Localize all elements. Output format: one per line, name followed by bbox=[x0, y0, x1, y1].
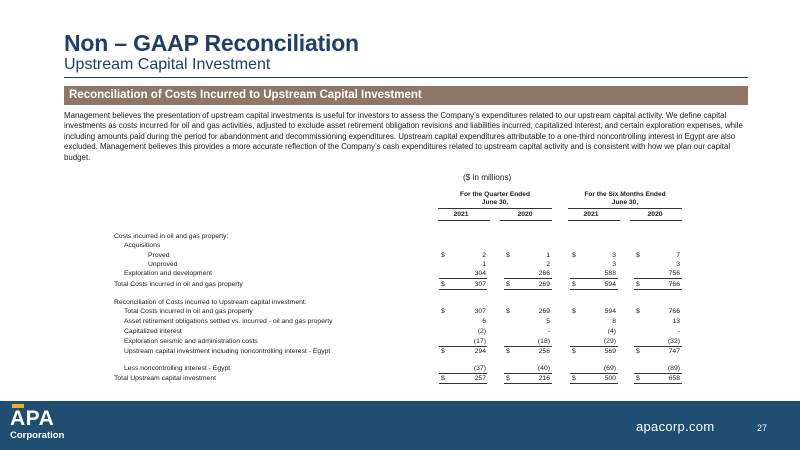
group-rule-six-months bbox=[568, 208, 682, 209]
row-value: 216 bbox=[538, 375, 550, 382]
table-row bbox=[0, 337, 800, 346]
units-label: ($ in millions) bbox=[463, 173, 512, 182]
logo-wordmark: APA bbox=[10, 407, 55, 430]
year-rule-4 bbox=[630, 220, 682, 221]
currency-symbol: $ bbox=[441, 281, 445, 288]
row-value: 747 bbox=[668, 348, 680, 355]
row-value: 756 bbox=[668, 270, 680, 277]
row-label: Acquisitions bbox=[124, 242, 161, 249]
row-value: (40) bbox=[537, 365, 550, 372]
group-rule-quarter bbox=[438, 208, 552, 209]
group-header-quarter-line1: For the Quarter Ended bbox=[460, 191, 530, 198]
table-row bbox=[0, 298, 800, 307]
currency-symbol: $ bbox=[572, 252, 576, 259]
row-label: Exploration and development bbox=[124, 270, 213, 277]
group-header-quarter bbox=[438, 191, 552, 207]
row-value: 500 bbox=[604, 375, 616, 382]
table-row bbox=[0, 251, 800, 260]
row-label: Capitalized interest bbox=[124, 328, 182, 335]
currency-symbol: $ bbox=[572, 308, 576, 315]
row-label: Total Costs incurred in oil and gas property bbox=[124, 308, 253, 315]
table-row bbox=[0, 317, 800, 326]
row-value: - bbox=[677, 328, 680, 335]
group-header-six-months-line2: June 30, bbox=[611, 199, 639, 206]
row-value: 3 bbox=[676, 261, 680, 268]
row-value: (18) bbox=[537, 338, 550, 345]
row-value: 257 bbox=[474, 375, 486, 382]
title-divider bbox=[64, 77, 748, 78]
table-row bbox=[0, 347, 800, 356]
table-row bbox=[0, 307, 800, 316]
row-label: Total Upstream capital investment bbox=[114, 375, 216, 382]
row-value: (29) bbox=[603, 338, 616, 345]
row-label: Upstream capital investment including noncontrolling interest - Egypt bbox=[124, 348, 331, 355]
row-value: 307 bbox=[474, 281, 486, 288]
currency-symbol: $ bbox=[636, 281, 640, 288]
row-value: 13 bbox=[672, 318, 680, 325]
row-label: Exploration seismic and administration costs bbox=[124, 338, 258, 345]
currency-symbol: $ bbox=[572, 281, 576, 288]
group-header-quarter-line2: June 30, bbox=[481, 199, 509, 206]
currency-symbol: $ bbox=[506, 281, 510, 288]
currency-symbol: $ bbox=[572, 375, 576, 382]
row-value: (37) bbox=[473, 365, 486, 372]
row-value: 594 bbox=[604, 281, 616, 288]
table-row bbox=[0, 374, 800, 383]
currency-symbol: $ bbox=[636, 375, 640, 382]
year-header-q-2020: 2020 bbox=[517, 211, 533, 218]
currency-symbol: $ bbox=[506, 252, 510, 259]
cell-underline bbox=[570, 278, 618, 279]
intro-paragraph: Management believes the presentation of upstream capital investments is useful for investors to assess the Company’s expenditures related to our upstream capital activity. We define capital investments as costs incurred for oil and gas activities, adjusted to exclude asset retirement obligation revisions and liabilities incurred, capitalized interest, and certain exploration expenses, while including amounts paid during the period for abandonment and decommissioning expenditures. Upstream capital expenditures attributable to a one-third noncontrolling interest in Egypt are also excluded. Management believes this provides a more accurate reflection of the Company’s cash expenditures related to upstream capital activity and is consistent with how we plan our capital budget. bbox=[64, 111, 743, 162]
row-value: 594 bbox=[604, 308, 616, 315]
cell-underline bbox=[504, 383, 552, 384]
currency-symbol: $ bbox=[636, 348, 640, 355]
table-row bbox=[0, 327, 800, 336]
row-value: 3 bbox=[612, 261, 616, 268]
table-row bbox=[0, 280, 800, 289]
row-value: 2 bbox=[482, 252, 486, 259]
table-row bbox=[0, 241, 800, 250]
currency-symbol: $ bbox=[506, 308, 510, 315]
cell-underline bbox=[634, 278, 682, 279]
row-label: Proved bbox=[148, 252, 170, 259]
row-value: (69) bbox=[603, 365, 616, 372]
cell-underline bbox=[570, 383, 618, 384]
row-value: 766 bbox=[668, 308, 680, 315]
currency-symbol: $ bbox=[636, 308, 640, 315]
row-value: 3 bbox=[612, 252, 616, 259]
apa-logo bbox=[10, 408, 80, 444]
website-link[interactable]: apacorp.com bbox=[636, 419, 715, 434]
row-value: 5 bbox=[546, 318, 550, 325]
row-value: 658 bbox=[668, 375, 680, 382]
page-number: 27 bbox=[757, 423, 768, 433]
row-value: (2) bbox=[477, 328, 486, 335]
row-label: Asset retirement obligations settled vs. incurred - oil and gas property bbox=[124, 318, 333, 325]
row-value: (17) bbox=[473, 338, 486, 345]
table-row bbox=[0, 364, 800, 373]
year-rule-3 bbox=[568, 220, 620, 221]
currency-symbol: $ bbox=[636, 252, 640, 259]
row-value: 1 bbox=[482, 261, 486, 268]
row-label: Less noncontrolling interest - Egypt bbox=[124, 365, 231, 372]
row-label: Costs incurred in oil and gas property: bbox=[114, 233, 229, 240]
row-value: 1 bbox=[546, 252, 550, 259]
table-row bbox=[0, 269, 800, 278]
currency-symbol: $ bbox=[506, 348, 510, 355]
row-value: (32) bbox=[667, 338, 680, 345]
table-row bbox=[0, 232, 800, 241]
currency-symbol: $ bbox=[441, 252, 445, 259]
row-label: Reconciliation of Costs incurred to Upstream capital investment: bbox=[114, 299, 307, 306]
group-header-six-months-line1: For the Six Months Ended bbox=[584, 191, 666, 198]
row-label: Total Costs incurred in oil and gas property bbox=[114, 281, 243, 288]
section-banner: Reconciliation of Costs Incurred to Upstream Capital Investment bbox=[64, 86, 748, 105]
row-value: 569 bbox=[604, 348, 616, 355]
currency-symbol: $ bbox=[441, 308, 445, 315]
currency-symbol: $ bbox=[506, 375, 510, 382]
row-label: Unproved bbox=[148, 261, 178, 268]
logo-subtext: Corporation bbox=[10, 430, 65, 441]
cell-underline bbox=[504, 278, 552, 279]
year-header-s-2020: 2020 bbox=[647, 211, 663, 218]
row-value: 6 bbox=[482, 318, 486, 325]
year-header-q-2021: 2021 bbox=[453, 211, 469, 218]
row-value: 8 bbox=[612, 318, 616, 325]
row-value: 766 bbox=[668, 281, 680, 288]
currency-symbol: $ bbox=[441, 375, 445, 382]
group-header-six-months bbox=[568, 191, 682, 207]
table-row bbox=[0, 260, 800, 269]
year-rule-2 bbox=[500, 220, 552, 221]
currency-symbol: $ bbox=[441, 348, 445, 355]
row-value: 269 bbox=[538, 281, 550, 288]
currency-symbol: $ bbox=[572, 348, 576, 355]
row-value: 2 bbox=[546, 261, 550, 268]
page-subtitle: Upstream Capital Investment bbox=[64, 56, 271, 73]
row-value: 266 bbox=[538, 270, 550, 277]
row-value: 304 bbox=[474, 270, 486, 277]
row-value: 588 bbox=[604, 270, 616, 277]
year-rule-1 bbox=[438, 220, 490, 221]
row-value: (89) bbox=[667, 365, 680, 372]
row-value: 294 bbox=[474, 348, 486, 355]
page-title: Non – GAAP Reconciliation bbox=[64, 30, 359, 56]
row-value: (4) bbox=[607, 328, 616, 335]
row-value: - bbox=[547, 328, 550, 335]
cell-underline bbox=[439, 278, 487, 279]
row-value: 307 bbox=[474, 308, 486, 315]
year-header-s-2021: 2021 bbox=[583, 211, 599, 218]
cell-underline bbox=[439, 383, 487, 384]
row-value: 269 bbox=[538, 308, 550, 315]
row-value: 256 bbox=[538, 348, 550, 355]
row-value: 7 bbox=[676, 252, 680, 259]
cell-underline bbox=[634, 383, 682, 384]
